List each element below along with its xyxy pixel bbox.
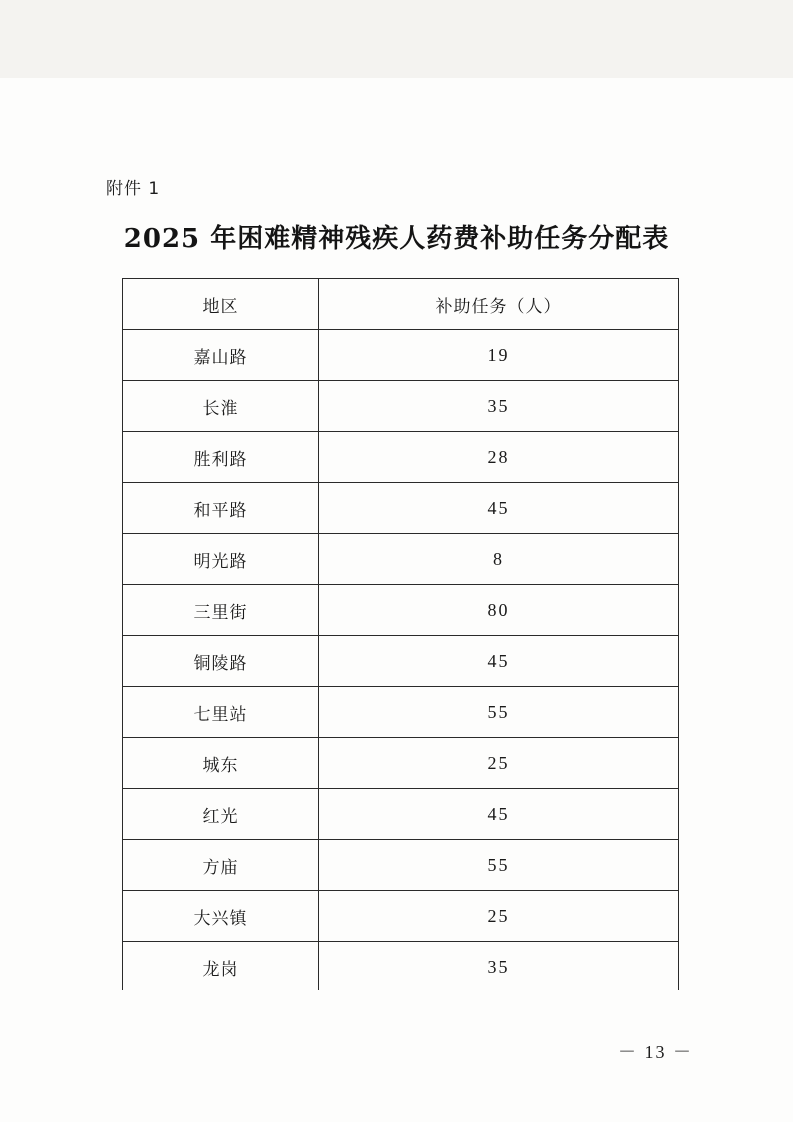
quota-cell: 35 — [487, 395, 510, 416]
region-cell: 龙岗 — [202, 959, 239, 980]
quota-cell: 45 — [487, 497, 510, 518]
region-cell: 城东 — [202, 755, 239, 776]
quota-cell: 55 — [487, 701, 510, 722]
quota-cell: 80 — [487, 599, 510, 620]
table-row — [123, 432, 678, 483]
region-cell: 胜利路 — [193, 449, 248, 470]
region-cell: 红光 — [202, 806, 239, 827]
region-cell: 七里站 — [193, 704, 248, 725]
table-row — [123, 381, 678, 432]
header-quota: 补助任务（人） — [435, 296, 562, 317]
table-row — [123, 330, 678, 381]
region-cell: 铜陵路 — [193, 653, 248, 674]
document-title: 2025 年困难精神残疾人药费补助任务分配表 — [123, 224, 670, 254]
table-row — [123, 789, 678, 840]
table-header-row — [123, 279, 678, 330]
table-row — [123, 942, 678, 993]
quota-cell: 8 — [493, 548, 504, 569]
attachment-label: 附件 1 — [106, 179, 161, 199]
scan-top-strip — [0, 0, 793, 78]
quota-cell: 25 — [487, 752, 510, 773]
region-cell: 明光路 — [193, 551, 248, 572]
table-row — [123, 738, 678, 789]
table-row — [123, 840, 678, 891]
quota-cell: 35 — [487, 956, 510, 977]
table-row — [123, 534, 678, 585]
table-row — [123, 687, 678, 738]
quota-table — [122, 278, 679, 990]
header-region: 地区 — [202, 296, 239, 317]
table-row — [123, 585, 678, 636]
region-cell: 三里街 — [193, 602, 248, 623]
region-cell: 大兴镇 — [193, 908, 248, 929]
page-number: － 13 － — [618, 1042, 693, 1062]
quota-cell: 45 — [487, 803, 510, 824]
region-cell: 长淮 — [202, 398, 239, 419]
table-row — [123, 483, 678, 534]
region-cell: 嘉山路 — [193, 347, 248, 368]
table-row — [123, 891, 678, 942]
quota-cell: 19 — [487, 344, 510, 365]
quota-cell: 45 — [487, 650, 510, 671]
quota-cell: 25 — [487, 905, 510, 926]
table-row — [123, 636, 678, 687]
region-cell: 和平路 — [193, 500, 248, 521]
quota-cell: 28 — [487, 446, 510, 467]
quota-cell: 55 — [487, 854, 510, 875]
region-cell: 方庙 — [202, 857, 239, 878]
